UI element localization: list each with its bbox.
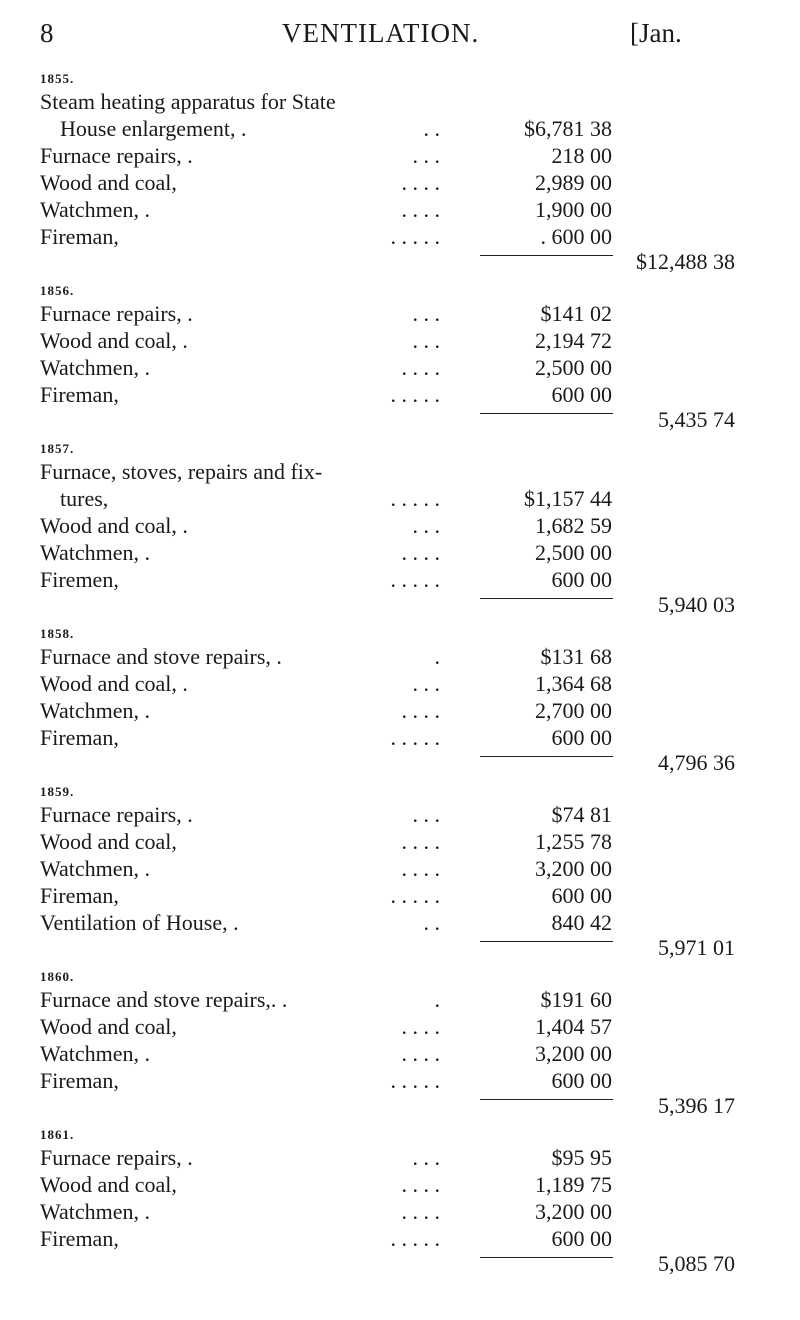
expense-amount: 2,500 00 (535, 355, 612, 380)
expense-row (40, 300, 770, 327)
expense-row (40, 88, 770, 115)
expense-amount: 3,200 00 (535, 856, 612, 881)
expense-amount: 600 00 (551, 883, 612, 908)
leader-dots: . . . (412, 143, 440, 168)
expense-row (40, 354, 770, 381)
expense-row (40, 1144, 770, 1171)
subtotal-rule (40, 592, 770, 617)
expense-amount: . 600 00 (540, 224, 612, 249)
leader-dots: . . . . . (390, 883, 440, 908)
subtotal-rule (40, 1093, 770, 1118)
expense-row (40, 697, 770, 724)
expense-amount: 600 00 (551, 382, 612, 407)
expense-row (40, 142, 770, 169)
expense-label: Watchmen, . (40, 540, 151, 565)
leader-dots: . . . . . (390, 486, 440, 511)
expense-amount: $141 02 (540, 301, 612, 326)
expense-row (40, 855, 770, 882)
year-heading: 1861. (40, 1127, 75, 1142)
expense-amount: $131 68 (540, 644, 612, 669)
expense-label: Fireman, (40, 224, 119, 249)
leader-dots: . (434, 987, 440, 1012)
expense-row (40, 566, 770, 593)
leader-dots: . . . . (401, 170, 440, 195)
leader-dots: . . . . (401, 1199, 440, 1224)
expense-row (40, 381, 770, 408)
expense-row (40, 670, 770, 697)
expense-row (40, 196, 770, 223)
leader-dots: . . . . (401, 197, 440, 222)
expense-label: Firemen, (40, 567, 119, 592)
expense-row (40, 115, 770, 142)
expense-row (40, 724, 770, 751)
year-total: $12,488 38 (636, 249, 735, 274)
expense-label: Furnace and stove repairs,. . (40, 987, 288, 1012)
page-number: 8 (40, 18, 54, 48)
expense-label: Watchmen, . (40, 856, 151, 881)
expense-label: Fireman, (40, 725, 119, 750)
leader-dots: . . . . (401, 540, 440, 565)
expense-label: Fireman, (40, 1226, 119, 1251)
expense-amount: 600 00 (551, 725, 612, 750)
expense-row (40, 1013, 770, 1040)
subtotal-rule (40, 1251, 770, 1276)
expense-amount: 2,500 00 (535, 540, 612, 565)
rule-line (480, 413, 613, 414)
leader-dots: . . . (412, 671, 440, 696)
expense-amount: 1,255 78 (535, 829, 612, 854)
expense-label: Wood and coal, (40, 170, 177, 195)
expense-label: Watchmen, . (40, 197, 151, 222)
expense-amount: 1,364 68 (535, 671, 612, 696)
expense-amount: $6,781 38 (524, 116, 612, 141)
expense-row (40, 458, 770, 485)
rule-line (480, 1257, 613, 1258)
expense-label: Fireman, (40, 883, 119, 908)
expense-label: Wood and coal, . (40, 671, 188, 696)
subtotal-rule (40, 407, 770, 432)
expense-label: Furnace repairs, . (40, 301, 193, 326)
leader-dots: . . . . (401, 829, 440, 854)
expense-row (40, 801, 770, 828)
year-heading: 1860. (40, 969, 75, 984)
expense-label: Watchmen, . (40, 698, 151, 723)
leader-dots: . . . . . (390, 1226, 440, 1251)
expense-label: Watchmen, . (40, 1199, 151, 1224)
expense-amount: 2,989 00 (535, 170, 612, 195)
expense-row (40, 327, 770, 354)
expense-row (40, 882, 770, 909)
expense-row (40, 485, 770, 512)
expense-label: Wood and coal, (40, 1172, 177, 1197)
expense-amount: 1,682 59 (535, 513, 612, 538)
leader-dots: . . . . (401, 856, 440, 881)
expense-table (40, 70, 770, 1276)
leader-dots: . . . (412, 1145, 440, 1170)
leader-dots: . . . (412, 328, 440, 353)
leader-dots: . . . . (401, 698, 440, 723)
expense-row (40, 1198, 770, 1225)
expense-amount: $191 60 (540, 987, 612, 1012)
rule-line (480, 255, 613, 256)
expense-label: Wood and coal, . (40, 328, 188, 353)
expense-label: Steam heating apparatus for State (40, 89, 336, 114)
expense-amount: 3,200 00 (535, 1199, 612, 1224)
expense-row (40, 986, 770, 1013)
expense-amount: $74 81 (551, 802, 612, 827)
leader-dots: . . . . (401, 355, 440, 380)
expense-row (40, 643, 770, 670)
subtotal-rule (40, 935, 770, 960)
leader-dots: . . . . (401, 1014, 440, 1039)
leader-dots: . . . . (401, 1172, 440, 1197)
expense-label: Furnace repairs, . (40, 1145, 193, 1170)
subtotal-rule (40, 249, 770, 274)
rule-line (480, 941, 613, 942)
expense-amount: 3,200 00 (535, 1041, 612, 1066)
year-total: 5,940 03 (658, 592, 735, 617)
rule-line (480, 598, 613, 599)
year-total: 5,971 01 (658, 935, 735, 960)
expense-amount: 2,194 72 (535, 328, 612, 353)
year-total: 5,085 70 (658, 1251, 735, 1276)
leader-dots: . . . (412, 301, 440, 326)
leader-dots: . . (423, 910, 440, 935)
subtotal-rule (40, 750, 770, 775)
expense-label: House enlargement, . (60, 116, 247, 141)
year-total: 4,796 36 (658, 750, 735, 775)
expense-row (40, 909, 770, 936)
leader-dots: . . . . . (390, 1068, 440, 1093)
expense-row (40, 1040, 770, 1067)
year-heading: 1859. (40, 784, 75, 799)
year-heading: 1857. (40, 441, 75, 456)
expense-label: Furnace and stove repairs, . (40, 644, 282, 669)
year-heading: 1855. (40, 71, 75, 86)
year-heading: 1858. (40, 626, 75, 641)
leader-dots: . . . . (401, 1041, 440, 1066)
expense-label: Watchmen, . (40, 355, 151, 380)
expense-amount: 600 00 (551, 567, 612, 592)
year-total: 5,396 17 (658, 1093, 735, 1118)
expense-label: Furnace repairs, . (40, 143, 193, 168)
leader-dots: . . (423, 116, 440, 141)
expense-row (40, 512, 770, 539)
leader-dots: . . . . . (390, 725, 440, 750)
leader-dots: . . . (412, 802, 440, 827)
expense-label: Ventilation of House, . (40, 910, 239, 935)
expense-row (40, 539, 770, 566)
expense-amount: 1,404 57 (535, 1014, 612, 1039)
expense-label: Wood and coal, (40, 1014, 177, 1039)
section-marker: [Jan. (630, 18, 682, 48)
expense-row (40, 1171, 770, 1198)
expense-amount: 600 00 (551, 1226, 612, 1251)
expense-row (40, 1225, 770, 1252)
expense-amount: 840 42 (551, 910, 612, 935)
expense-label: Furnace repairs, . (40, 802, 193, 827)
leader-dots: . (434, 644, 440, 669)
leader-dots: . . . . . (390, 224, 440, 249)
expense-label: Fireman, (40, 382, 119, 407)
rule-line (480, 756, 613, 757)
expense-label: Wood and coal, . (40, 513, 188, 538)
page-header (0, 18, 800, 58)
expense-label: Furnace, stoves, repairs and fix- (40, 459, 323, 484)
expense-row (40, 223, 770, 250)
expense-label: tures, (60, 486, 109, 511)
running-title: VENTILATION. (282, 18, 480, 48)
expense-amount: $1,157 44 (524, 486, 612, 511)
expense-amount: $95 95 (551, 1145, 612, 1170)
expense-row (40, 169, 770, 196)
leader-dots: . . . (412, 513, 440, 538)
expense-row (40, 1067, 770, 1094)
expense-row (40, 828, 770, 855)
rule-line (480, 1099, 613, 1100)
expense-amount: 2,700 00 (535, 698, 612, 723)
expense-amount: 1,900 00 (535, 197, 612, 222)
leader-dots: . . . . . (390, 382, 440, 407)
expense-label: Watchmen, . (40, 1041, 151, 1066)
expense-label: Fireman, (40, 1068, 119, 1093)
year-heading: 1856. (40, 283, 75, 298)
expense-amount: 600 00 (551, 1068, 612, 1093)
expense-amount: 1,189 75 (535, 1172, 612, 1197)
expense-amount: 218 00 (551, 143, 612, 168)
leader-dots: . . . . . (390, 567, 440, 592)
year-total: 5,435 74 (658, 407, 735, 432)
expense-label: Wood and coal, (40, 829, 177, 854)
